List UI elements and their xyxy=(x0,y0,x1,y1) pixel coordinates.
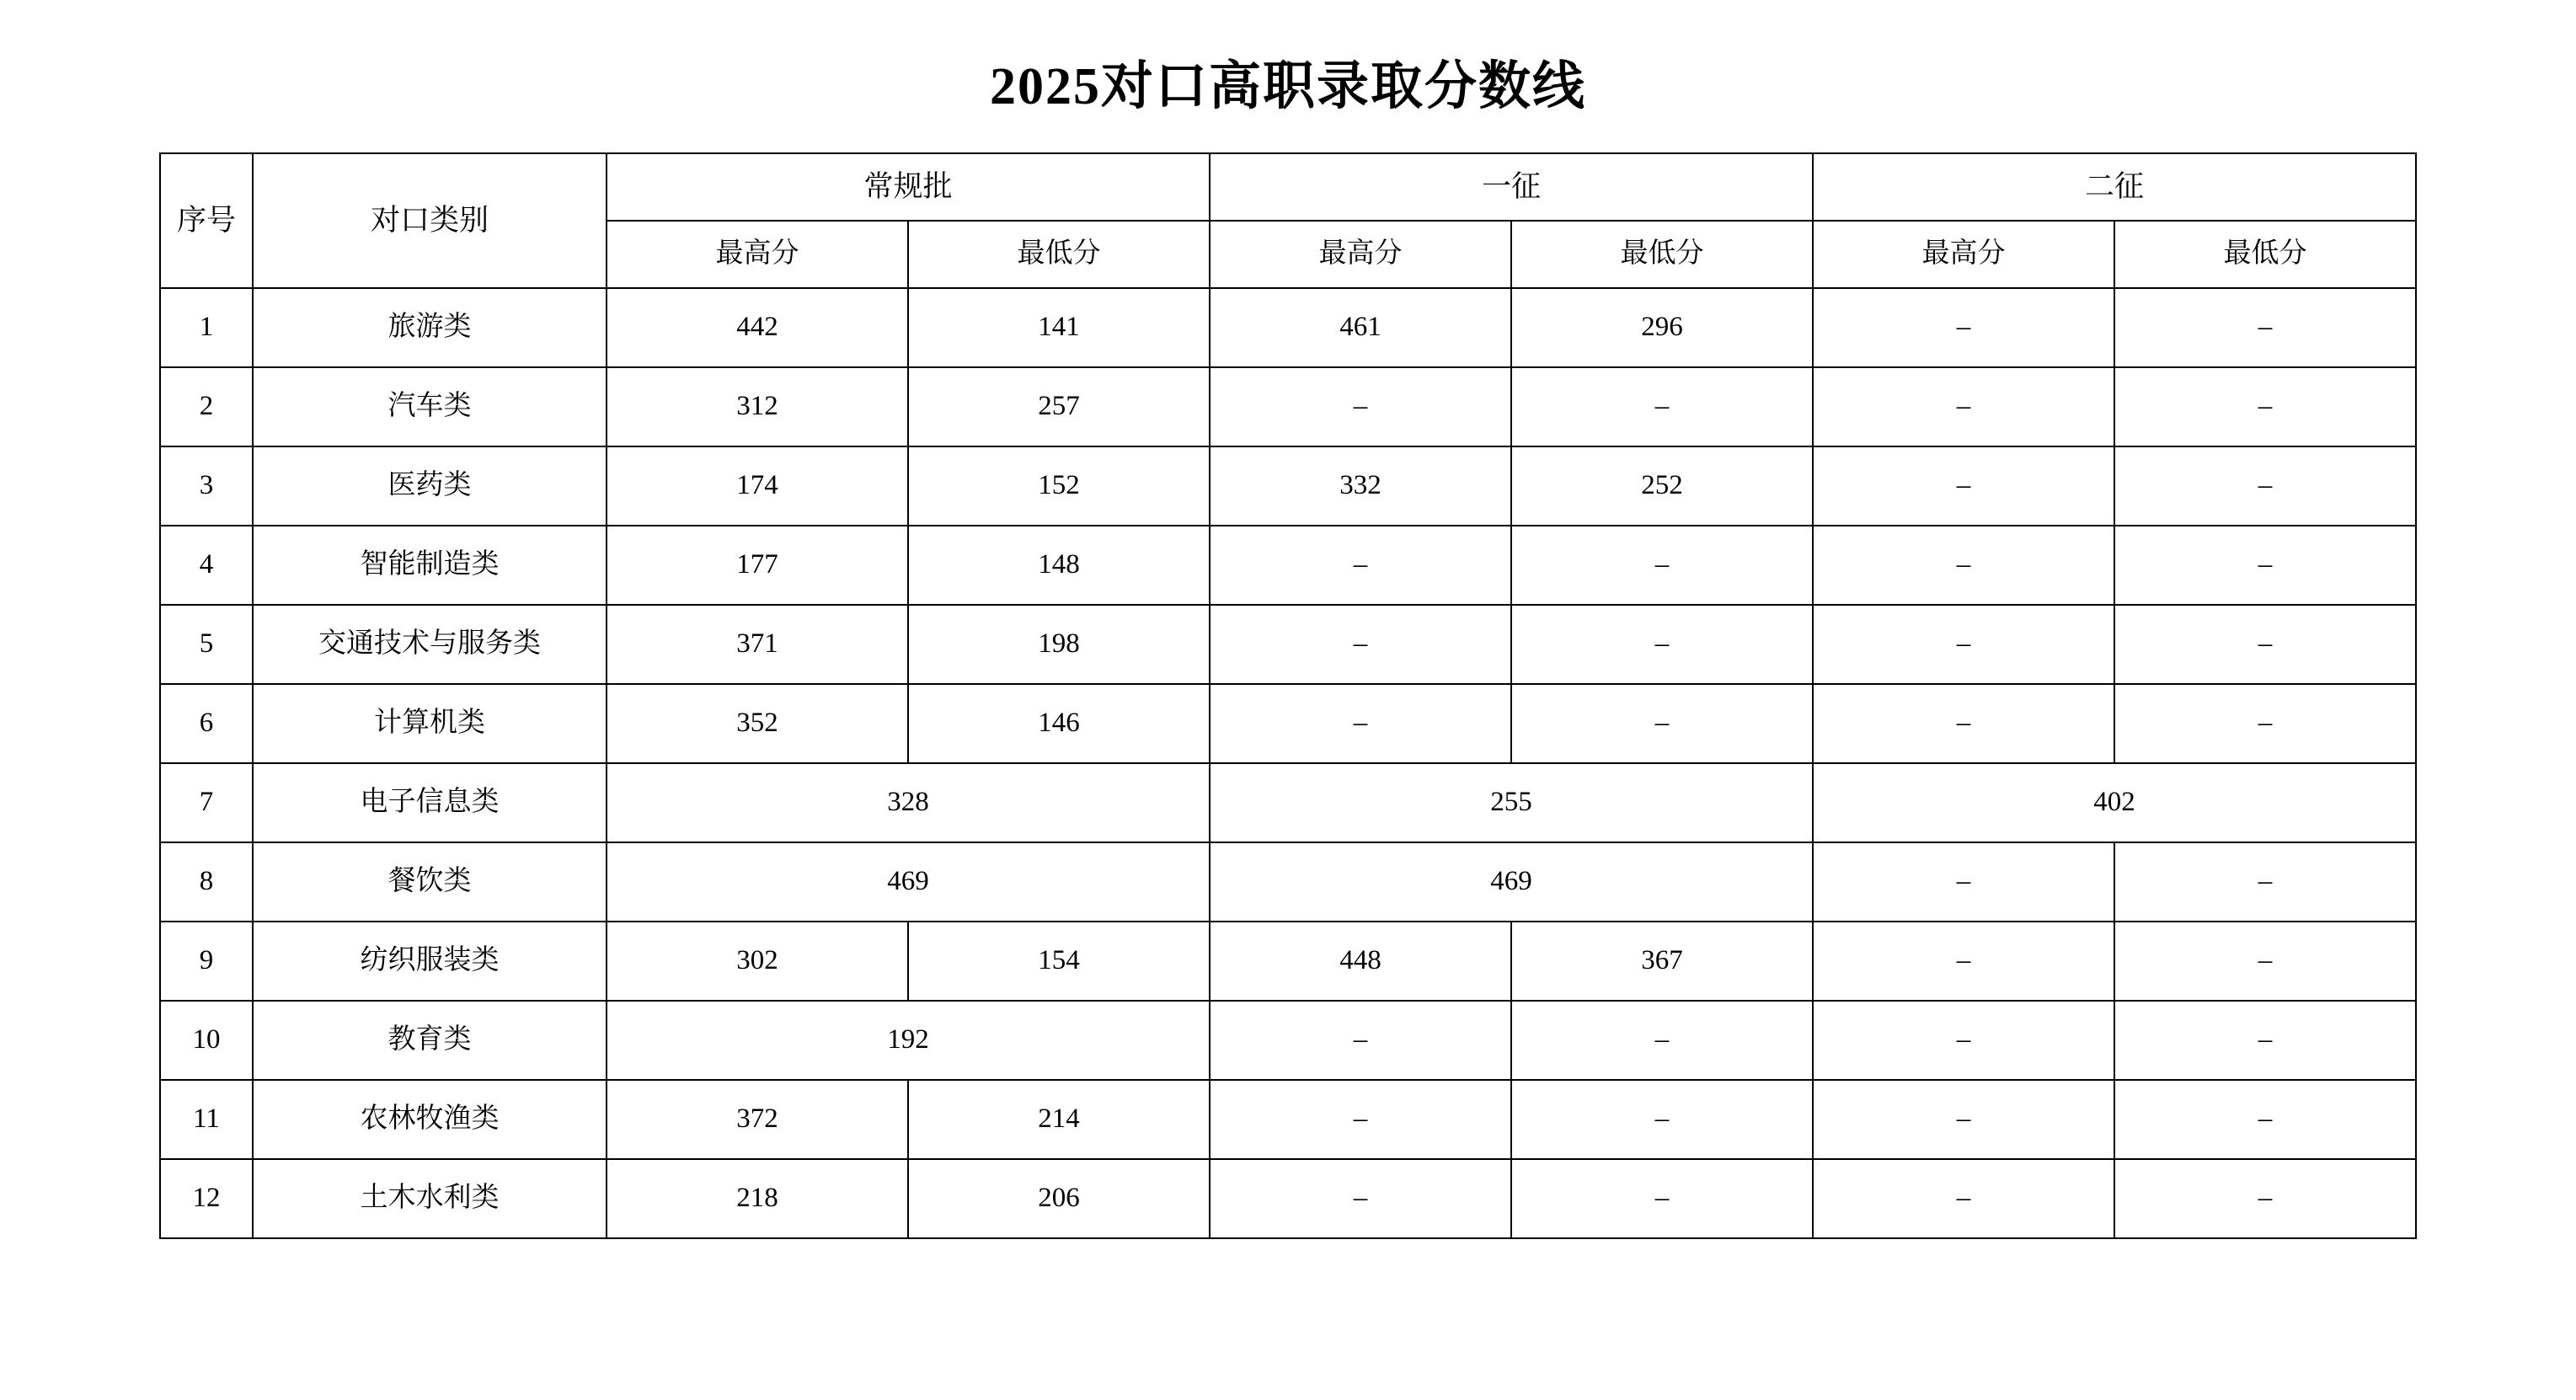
cell-second-high: – xyxy=(1813,605,2114,684)
table-body xyxy=(160,288,2416,1238)
column-header-regular-high: 最高分 xyxy=(607,221,908,288)
row-category: 农林牧渔类 xyxy=(253,1080,607,1159)
table-row xyxy=(160,922,2416,1001)
admission-score-table xyxy=(159,152,2417,1239)
cell-second-low: – xyxy=(2114,446,2416,526)
column-header-first-high: 最高分 xyxy=(1210,221,1511,288)
cell-regular-high: 177 xyxy=(607,526,908,605)
cell-second-high: – xyxy=(1813,684,2114,763)
cell-regular-low: 148 xyxy=(908,526,1210,605)
table-row xyxy=(160,605,2416,684)
cell-first-low: – xyxy=(1511,526,1813,605)
cell-regular-low: 152 xyxy=(908,446,1210,526)
table-row xyxy=(160,367,2416,446)
cell-second-merged: 402 xyxy=(1813,763,2416,842)
cell-second-high: – xyxy=(1813,842,2114,922)
cell-second-high: – xyxy=(1813,1080,2114,1159)
cell-second-high: – xyxy=(1813,526,2114,605)
cell-regular-low: 141 xyxy=(908,288,1210,367)
cell-first-low: 296 xyxy=(1511,288,1813,367)
cell-regular-high: 442 xyxy=(607,288,908,367)
cell-second-high: – xyxy=(1813,1159,2114,1238)
table-row xyxy=(160,684,2416,763)
score-table-container xyxy=(159,152,2417,1239)
column-header-category: 对口类别 xyxy=(253,153,607,288)
row-category: 交通技术与服务类 xyxy=(253,605,607,684)
cell-first-high: 332 xyxy=(1210,446,1511,526)
row-index: 3 xyxy=(160,446,253,526)
column-header-second-high: 最高分 xyxy=(1813,221,2114,288)
cell-second-high: – xyxy=(1813,446,2114,526)
row-category: 餐饮类 xyxy=(253,842,607,922)
cell-second-high: – xyxy=(1813,367,2114,446)
table-row xyxy=(160,1080,2416,1159)
row-category: 计算机类 xyxy=(253,684,607,763)
column-group-regular: 常规批 xyxy=(607,153,1210,221)
cell-second-low: – xyxy=(2114,1159,2416,1238)
column-group-first-round: 一征 xyxy=(1210,153,1813,221)
cell-regular-merged: 469 xyxy=(607,842,1210,922)
cell-regular-high: 302 xyxy=(607,922,908,1001)
cell-second-high: – xyxy=(1813,1001,2114,1080)
cell-first-low: – xyxy=(1511,1001,1813,1080)
cell-first-high: – xyxy=(1210,684,1511,763)
cell-first-merged: 469 xyxy=(1210,842,1813,922)
row-category: 医药类 xyxy=(253,446,607,526)
table-header-row-groups xyxy=(160,153,2416,221)
page-title: 2025对口高职录取分数线 xyxy=(989,58,1586,115)
column-header-first-low: 最低分 xyxy=(1511,221,1813,288)
column-header-index: 序号 xyxy=(160,153,253,288)
table-header xyxy=(160,153,2416,288)
row-index: 7 xyxy=(160,763,253,842)
cell-first-merged: 255 xyxy=(1210,763,1813,842)
row-category: 电子信息类 xyxy=(253,763,607,842)
cell-first-low: – xyxy=(1511,1080,1813,1159)
cell-second-low: – xyxy=(2114,1080,2416,1159)
row-index: 8 xyxy=(160,842,253,922)
cell-first-high: 461 xyxy=(1210,288,1511,367)
row-category: 纺织服装类 xyxy=(253,922,607,1001)
cell-regular-low: 214 xyxy=(908,1080,1210,1159)
cell-regular-merged: 192 xyxy=(607,1001,1210,1080)
column-header-regular-low: 最低分 xyxy=(908,221,1210,288)
row-category: 土木水利类 xyxy=(253,1159,607,1238)
row-index: 1 xyxy=(160,288,253,367)
cell-first-low: – xyxy=(1511,367,1813,446)
cell-first-high: – xyxy=(1210,1159,1511,1238)
row-index: 9 xyxy=(160,922,253,1001)
cell-regular-low: 146 xyxy=(908,684,1210,763)
cell-second-low: – xyxy=(2114,922,2416,1001)
row-index: 4 xyxy=(160,526,253,605)
row-category: 教育类 xyxy=(253,1001,607,1080)
cell-first-high: – xyxy=(1210,605,1511,684)
column-header-second-low: 最低分 xyxy=(2114,221,2416,288)
cell-regular-low: 257 xyxy=(908,367,1210,446)
cell-second-low: – xyxy=(2114,605,2416,684)
cell-first-low: – xyxy=(1511,684,1813,763)
cell-first-low: 252 xyxy=(1511,446,1813,526)
cell-first-high: – xyxy=(1210,526,1511,605)
cell-second-high: – xyxy=(1813,922,2114,1001)
row-index: 10 xyxy=(160,1001,253,1080)
table-row xyxy=(160,288,2416,367)
table-row xyxy=(160,446,2416,526)
cell-second-low: – xyxy=(2114,526,2416,605)
cell-regular-high: 218 xyxy=(607,1159,908,1238)
cell-second-low: – xyxy=(2114,684,2416,763)
cell-second-low: – xyxy=(2114,288,2416,367)
row-category: 汽车类 xyxy=(253,367,607,446)
cell-second-low: – xyxy=(2114,842,2416,922)
table-row xyxy=(160,1159,2416,1238)
cell-second-low: – xyxy=(2114,1001,2416,1080)
cell-second-low: – xyxy=(2114,367,2416,446)
cell-first-high: 448 xyxy=(1210,922,1511,1001)
cell-first-low: 367 xyxy=(1511,922,1813,1001)
cell-first-high: – xyxy=(1210,1001,1511,1080)
table-row xyxy=(160,1001,2416,1080)
cell-regular-high: 371 xyxy=(607,605,908,684)
cell-regular-high: 352 xyxy=(607,684,908,763)
cell-first-low: – xyxy=(1511,1159,1813,1238)
row-index: 6 xyxy=(160,684,253,763)
row-index: 12 xyxy=(160,1159,253,1238)
column-group-second-round: 二征 xyxy=(1813,153,2416,221)
cell-regular-merged: 328 xyxy=(607,763,1210,842)
table-row xyxy=(160,526,2416,605)
row-index: 5 xyxy=(160,605,253,684)
row-index: 11 xyxy=(160,1080,253,1159)
cell-regular-high: 174 xyxy=(607,446,908,526)
cell-first-high: – xyxy=(1210,1080,1511,1159)
row-category: 旅游类 xyxy=(253,288,607,367)
row-category: 智能制造类 xyxy=(253,526,607,605)
table-row xyxy=(160,842,2416,922)
table-row xyxy=(160,763,2416,842)
cell-regular-low: 154 xyxy=(908,922,1210,1001)
cell-first-high: – xyxy=(1210,367,1511,446)
cell-regular-high: 372 xyxy=(607,1080,908,1159)
cell-regular-low: 206 xyxy=(908,1159,1210,1238)
row-index: 2 xyxy=(160,367,253,446)
cell-second-high: – xyxy=(1813,288,2114,367)
cell-first-low: – xyxy=(1511,605,1813,684)
cell-regular-low: 198 xyxy=(908,605,1210,684)
cell-regular-high: 312 xyxy=(607,367,908,446)
